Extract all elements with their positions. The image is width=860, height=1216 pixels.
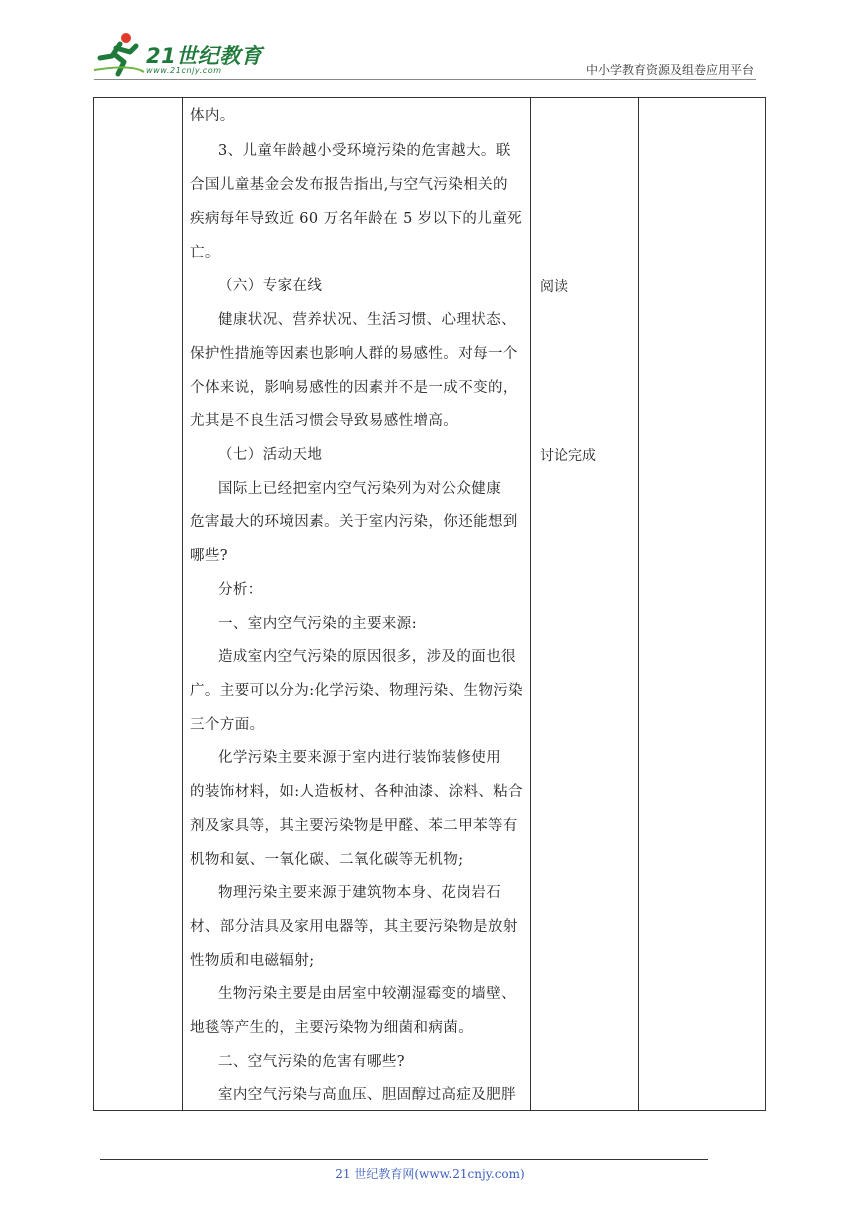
header-divider — [94, 79, 756, 80]
content-line: 合国儿童基金会发布报告指出,与空气污染相关的 — [190, 177, 508, 193]
content-line: 健康状况、营养状况、生活习惯、心理状态、 — [218, 312, 516, 328]
content-line: 材、部分洁具及家用电器等，其主要污染物是放射 — [190, 919, 518, 935]
content-line: 体内。 — [190, 108, 235, 124]
content-line: 3、儿童年龄越小受环境污染的危害越大。联 — [218, 143, 511, 159]
content-line: 地毯等产生的，主要污染物为细菌和病菌。 — [190, 1020, 474, 1036]
content-line: 一、室内空气污染的主要来源: — [218, 616, 417, 632]
activity-reading: 阅读 — [540, 279, 568, 295]
footer-divider — [100, 1159, 708, 1160]
content-line: 剂及家具等，其主要污染物是甲醛、苯二甲苯等有 — [190, 818, 518, 834]
content-line: 疾病每年导致近 60 万名年龄在 5 岁以下的儿童死 — [190, 211, 523, 227]
lesson-table — [93, 97, 766, 1111]
content-line: 个体来说，影响易感性的因素并不是一成不变的， — [190, 380, 518, 396]
column-divider — [182, 98, 183, 1110]
section-heading: （七）活动天地 — [218, 447, 323, 463]
content-line: 机物和氨、一氧化碳、二氧化碳等无机物; — [190, 852, 464, 868]
logo-text: 21世纪教育 — [146, 44, 263, 68]
activity-discussion: 讨论完成 — [540, 448, 596, 464]
content-line: 亡。 — [190, 245, 220, 261]
content-line: 二、空气污染的危害有哪些? — [218, 1054, 405, 1070]
content-line: 广。主要可以分为:化学污染、物理污染、生物污染 — [190, 683, 524, 699]
content-line: 哪些? — [190, 548, 228, 564]
content-line: 造成室内空气污染的原因很多，涉及的面也很 — [218, 649, 516, 665]
content-line: 室内空气污染与高血压、胆固醇过高症及肥胖 — [218, 1087, 516, 1103]
content-line: 三个方面。 — [190, 717, 265, 733]
page-header — [0, 0, 860, 90]
content-line: 分析： — [218, 582, 263, 598]
content-line: 保护性措施等因素也影响人群的易感性。对每一个 — [190, 346, 518, 362]
content-line: 国际上已经把室内空气污染列为对公众健康 — [218, 481, 502, 497]
footer-link[interactable]: 21 世纪教育网(www.21cnjy.com) — [335, 1167, 525, 1181]
column-divider — [638, 98, 639, 1110]
logo-url: www.21cnjy.com — [146, 66, 222, 75]
content-line: 的装饰材料，如:人造板材、各种油漆、涂料、粘合 — [190, 784, 524, 800]
content-line: 化学污染主要来源于室内进行装饰装修使用 — [218, 750, 502, 766]
content-line: 生物污染主要是由居室中较潮湿霉变的墙壁、 — [218, 986, 516, 1002]
platform-title: 中小学教育资源及组卷应用平台 — [585, 63, 754, 77]
column-divider — [530, 98, 531, 1110]
content-line: 物理污染主要来源于建筑物本身、花岗岩石 — [218, 885, 502, 901]
content-line: 尤其是不良生活习惯会导致易感性增高。 — [190, 413, 459, 429]
content-line: 危害最大的环境因素。关于室内污染，你还能想到 — [190, 514, 518, 530]
section-heading: （六）专家在线 — [218, 278, 323, 294]
content-line: 性物质和电磁辐射; — [190, 953, 315, 969]
